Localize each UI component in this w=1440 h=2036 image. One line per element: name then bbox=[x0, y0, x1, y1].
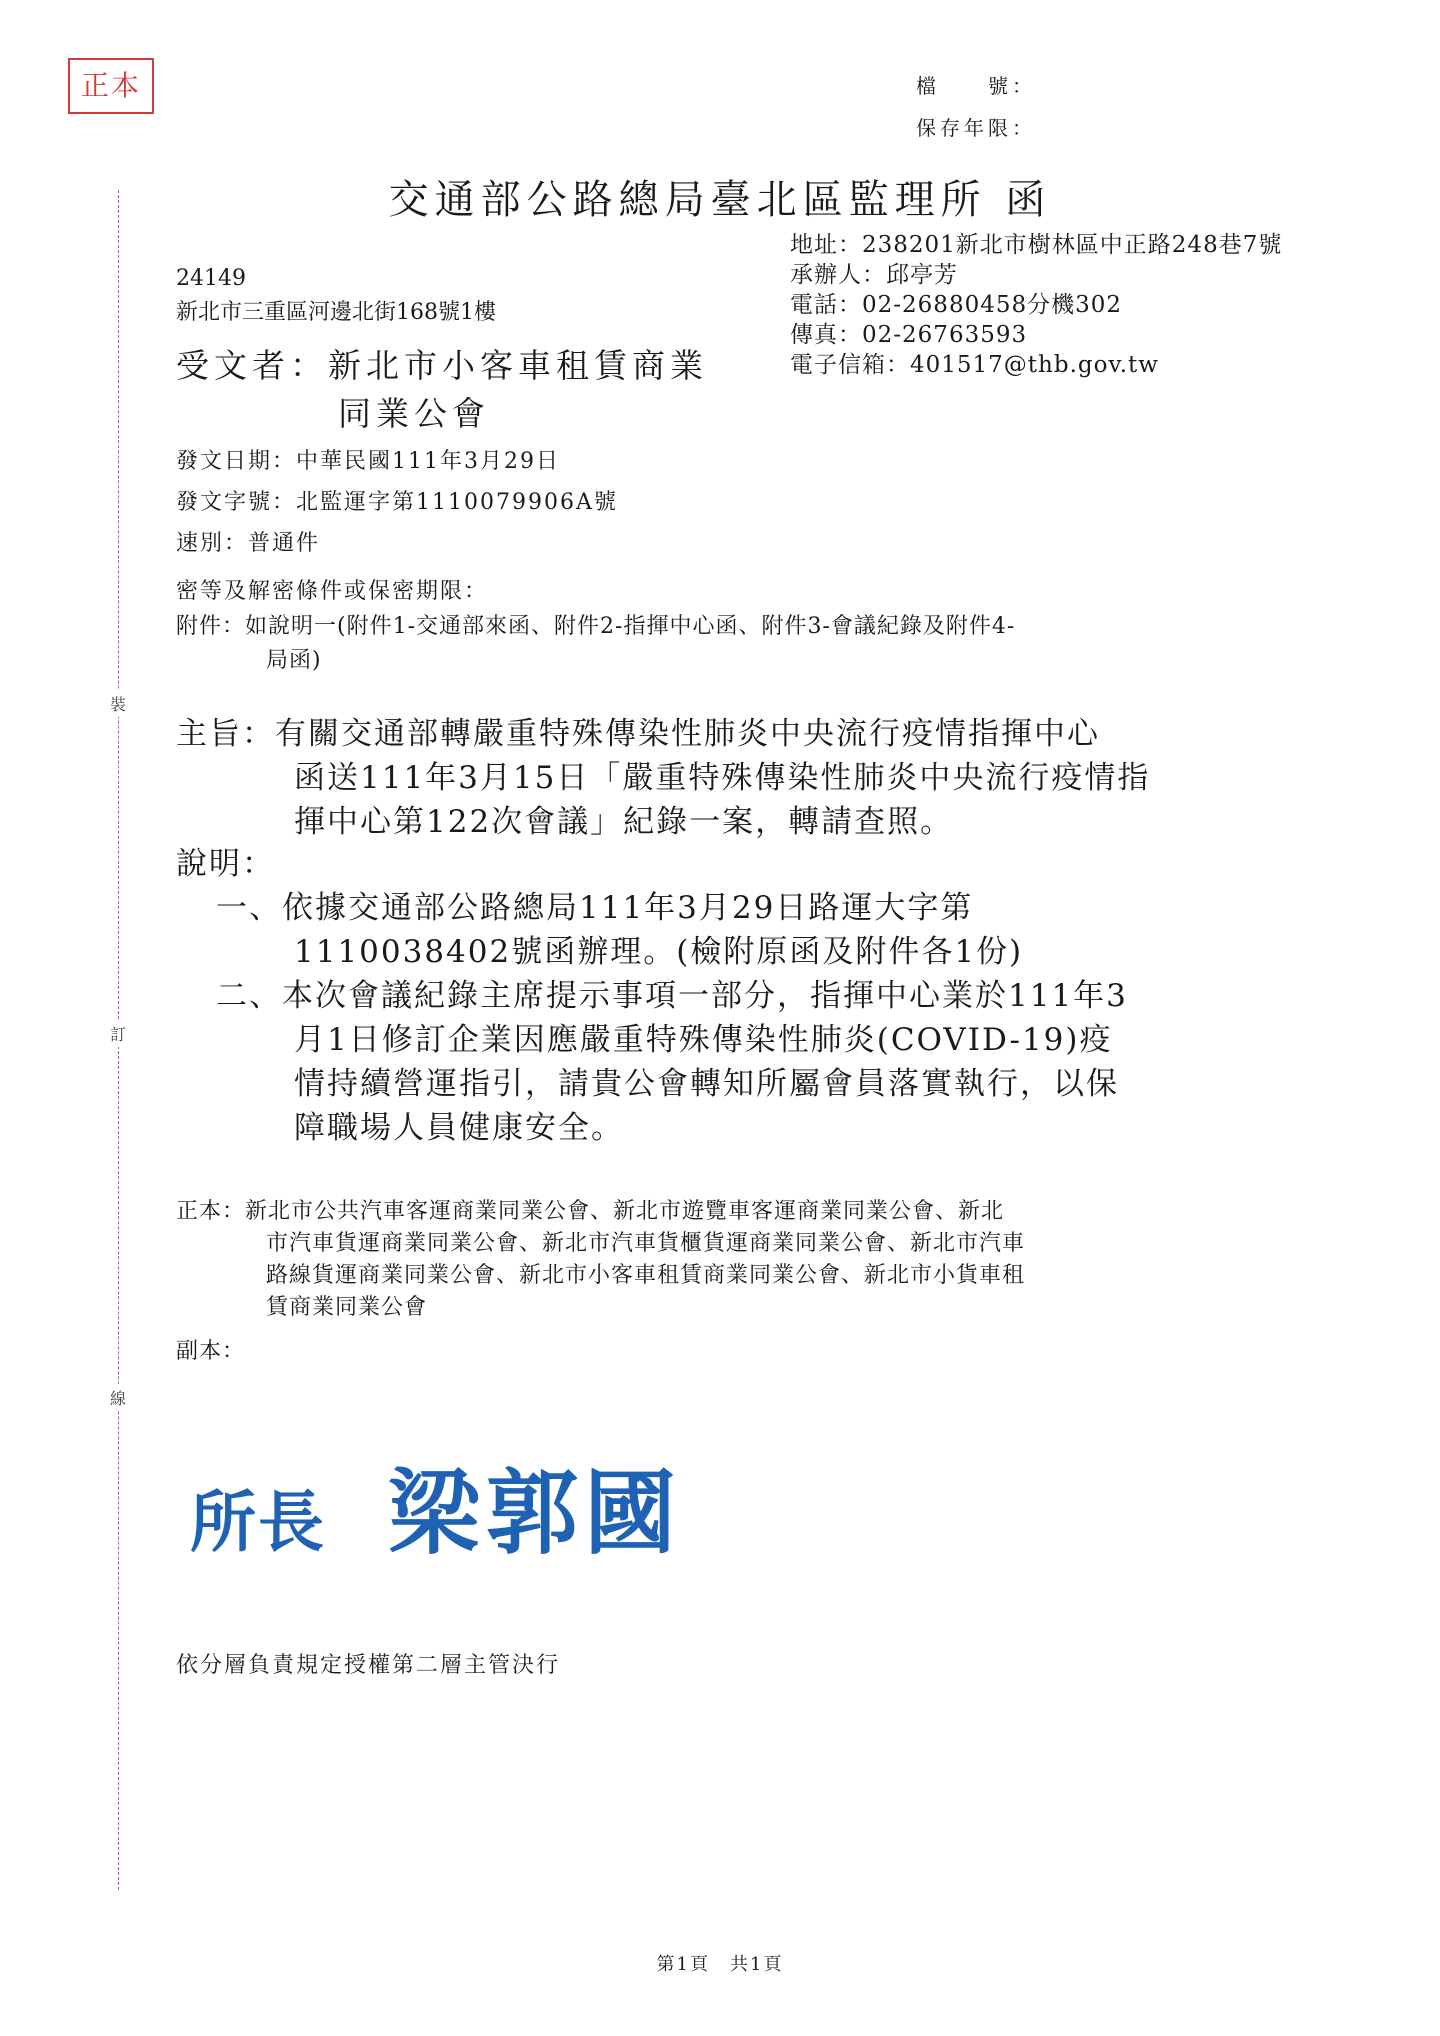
recipient-zip: 24149 bbox=[176, 266, 246, 291]
original-copy-stamp: 正本 bbox=[68, 58, 154, 114]
explanation-item-2-cont-1: 月1日修訂企業因應嚴重特殊傳染性肺炎(COVID-19)疫 bbox=[294, 1022, 1113, 1058]
file-number-label: 檔 號： bbox=[916, 74, 1036, 98]
binding-mark-1: 裝 bbox=[110, 690, 126, 717]
binding-mark-2: 訂 bbox=[110, 1020, 126, 1047]
explanation-section bbox=[176, 842, 1266, 1150]
recipient-line-1: 受文者：新北市小客車租賃商業 bbox=[176, 346, 708, 385]
subject-section bbox=[176, 712, 1266, 844]
recipient-street: 新北市三重區河邊北街168號1樓 bbox=[176, 300, 496, 325]
recipient-block bbox=[176, 342, 708, 438]
attachment-note bbox=[176, 610, 1256, 678]
main-recipients-line-1: 正本：新北市公共汽車客運商業同業公會、新北市遊覽車客運商業同業公會、新北 bbox=[176, 1199, 1005, 1224]
subject-line-2: 函送111年3月15日「嚴重特殊傳染性肺炎中央流行疫情指 bbox=[294, 760, 1151, 796]
delivery-speed: 速別：普通件 bbox=[176, 531, 321, 556]
main-recipients-line-2: 市汽車貨運商業同業公會、新北市汽車貨櫃貨運商業同業公會、新北市汽車 bbox=[266, 1231, 1026, 1256]
phone-number: 電話：02-26880458分機302 bbox=[790, 292, 1123, 318]
email-address: 電子信箱：401517@thb.gov.tw bbox=[790, 352, 1159, 378]
explanation-item-2: 二、本次會議紀錄主席提示事項一部分，指揮中心業於111年3 bbox=[216, 978, 1128, 1014]
main-recipients-line-3: 路線貨運商業同業公會、新北市小客車租賃商業同業公會、新北市小貨車租 bbox=[266, 1263, 1026, 1288]
carbon-copy-label: 副本： bbox=[176, 1339, 246, 1364]
retention-period-label: 保存年限： bbox=[916, 116, 1036, 140]
distribution-list bbox=[176, 1196, 1246, 1368]
page-number: 第1頁 共1頁 bbox=[656, 1954, 784, 1975]
director-signature-seal bbox=[190, 1440, 682, 1572]
document-title: 交通部公路總局臺北區監理所 函 bbox=[388, 177, 1052, 223]
secrecy-level: 密等及解密條件或保密期限： bbox=[176, 579, 489, 604]
recipient-line-2: 同業公會 bbox=[338, 394, 490, 433]
sender-contact-block bbox=[790, 230, 1282, 380]
main-recipients-line-4: 賃商業同業公會 bbox=[266, 1295, 428, 1320]
explanation-item-1: 一、依據交通部公路總局111年3月29日路運大字第 bbox=[216, 890, 974, 926]
handler-name: 承辦人：邱亭芳 bbox=[790, 262, 958, 288]
explanation-item-2-cont-2: 情持續營運指引，請貴公會轉知所屬會員落實執行，以保 bbox=[294, 1066, 1119, 1102]
explanation-heading: 說明： bbox=[176, 846, 275, 882]
sender-address: 地址：238201新北市樹林區中正路248巷7號 bbox=[790, 232, 1283, 258]
director-title: 所長 bbox=[190, 1483, 326, 1561]
attachment-line-2: 局函) bbox=[266, 648, 322, 673]
subject-line-1: 主旨：有關交通部轉嚴重特殊傳染性肺炎中央流行疫情指揮中心 bbox=[176, 716, 1100, 752]
explanation-item-2-cont-3: 障職場人員健康安全。 bbox=[294, 1110, 624, 1146]
attachment-line-1: 附件：如說明一(附件1-交通部來函、附件2-指揮中心函、附件3-會議紀錄及附件4- bbox=[176, 614, 1016, 639]
director-name: 梁郭國 bbox=[388, 1459, 683, 1567]
fax-number: 傳真：02-26763593 bbox=[790, 322, 1028, 348]
subject-line-3: 揮中心第122次會議」紀錄一案，轉請查照。 bbox=[294, 804, 954, 840]
explanation-item-1-cont: 1110038402號函辦理。(檢附原函及附件各1份) bbox=[294, 934, 1024, 970]
authorization-note: 依分層負責規定授權第二層主管決行 bbox=[176, 1653, 561, 1678]
issue-date: 發文日期：中華民國111年3月29日 bbox=[176, 449, 560, 474]
issue-number: 發文字號：北監運字第1110079906A號 bbox=[176, 490, 618, 515]
binding-mark-3: 線 bbox=[110, 1384, 126, 1411]
recipient-address bbox=[176, 262, 496, 330]
